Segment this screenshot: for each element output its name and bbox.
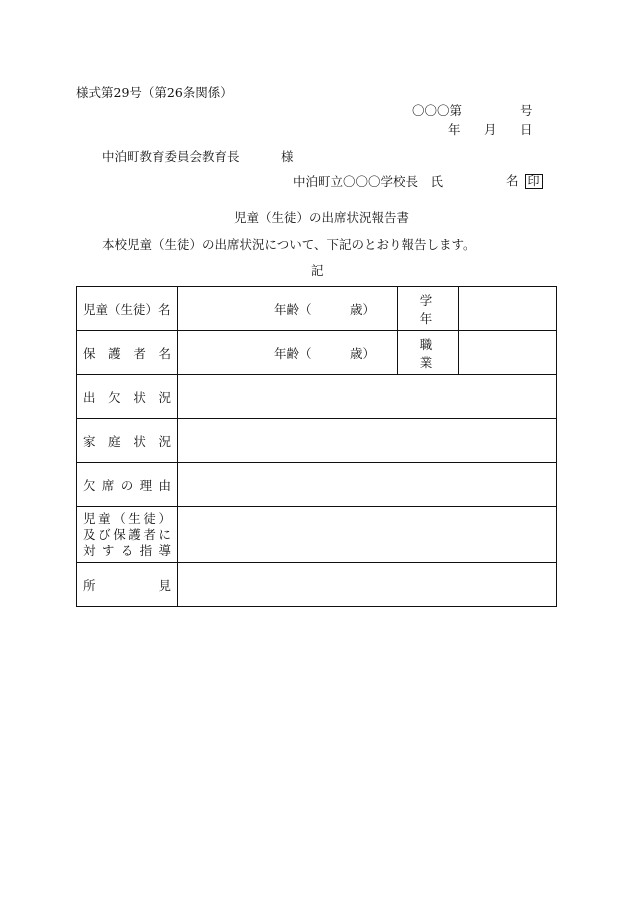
row-absence-reason <box>77 463 557 507</box>
guardian-field[interactable] <box>178 331 398 375</box>
student-name-field[interactable] <box>178 287 398 331</box>
absence-reason-label-cell <box>77 463 178 507</box>
attendance-label-cell <box>77 375 178 419</box>
doc-number-suffix: 号 <box>520 103 533 118</box>
attendance-field[interactable] <box>178 375 557 419</box>
family-label-cell <box>77 419 178 463</box>
family-label: 家 庭 状 況 <box>83 433 171 449</box>
guardian-label-cell <box>77 331 178 375</box>
absence-reason-field[interactable] <box>178 463 557 507</box>
opinion-label-cell <box>77 563 178 607</box>
row-student <box>77 287 557 331</box>
row-attendance <box>77 375 557 419</box>
grade-label: 学年 <box>398 287 459 331</box>
guidance-label-cell <box>77 507 178 563</box>
age-label-open: 年齢（ <box>274 301 312 317</box>
seal-mark: 印 <box>525 174 543 189</box>
guidance-label-line-2: 及 び 保 護 者 に <box>83 527 171 542</box>
date-year: 年 <box>448 122 461 137</box>
occupation-label: 職業 <box>398 331 459 375</box>
occupation-field[interactable] <box>459 331 557 375</box>
sender-name-suffix: 名 <box>506 173 519 188</box>
guidance-label-line-1: 児 童 （ 生 徒 ） <box>83 511 171 526</box>
guardian-age-label-open: 年齢（ <box>274 345 312 361</box>
doc-number-prefix: 〇〇〇第 <box>412 103 463 118</box>
row-family <box>77 419 557 463</box>
guidance-field[interactable] <box>178 507 557 563</box>
row-guardian <box>77 331 557 375</box>
guardian-age-label-close: 歳） <box>349 345 375 361</box>
row-guidance <box>77 507 557 563</box>
addressee-name: 中泊町教育委員会教育長 <box>102 149 240 164</box>
sender-signature <box>506 174 543 189</box>
report-table <box>76 286 557 607</box>
absence-reason-label: 欠 席 の 理 由 <box>83 477 171 493</box>
guidance-label-line-3: 対 す る 指 導 <box>83 543 171 558</box>
attendance-label: 出 欠 状 況 <box>83 389 171 405</box>
student-name-label: 児童（生徒）名 <box>77 287 178 331</box>
addressee-honorific: 様 <box>281 149 294 164</box>
row-opinion <box>77 563 557 607</box>
sender-name: 中泊町立〇〇〇学校長 氏 <box>293 174 444 189</box>
opinion-label: 所 見 <box>83 577 171 593</box>
note-heading: 記 <box>311 263 324 278</box>
guardian-label: 保 護 者 名 <box>83 345 171 361</box>
date-day: 日 <box>520 122 533 137</box>
grade-field[interactable] <box>459 287 557 331</box>
family-field[interactable] <box>178 419 557 463</box>
document-title: 児童（生徒）の出席状況報告書 <box>234 210 410 225</box>
intro-text: 本校児童（生徒）の出席状況について、下記のとおり報告します。 <box>102 237 476 252</box>
date-month: 月 <box>484 122 497 137</box>
form-number: 様式第29号（第26条関係） <box>76 85 233 100</box>
age-label-close: 歳） <box>349 301 375 317</box>
opinion-field[interactable] <box>178 563 557 607</box>
